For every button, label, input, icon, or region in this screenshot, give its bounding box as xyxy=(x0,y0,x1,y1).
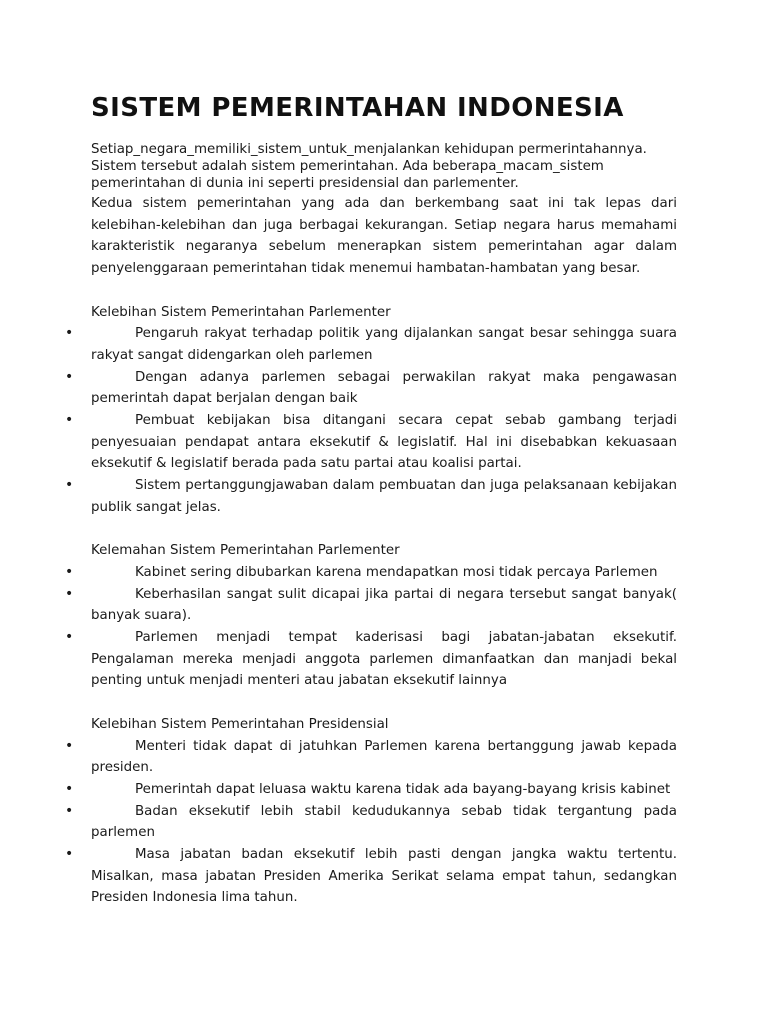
body-paragraph: Kedua sistem pemerintahan yang ada dan berkembang saat ini tak lepas dari kelebihan-kelebihan dan juga berbagai kekurangan. Setiap negara harus memahami karakteristik negaranya sebelum menerapkan sistem pemerintahan agar dalam penyelenggaraan pemerintahan tidak menemui hambatan-hambatan yang besar. xyxy=(91,196,677,277)
list-item xyxy=(65,562,677,584)
list-item xyxy=(65,844,677,909)
list-item xyxy=(65,627,677,692)
list-item xyxy=(65,475,677,518)
intro-line: pemerintahan di dunia ini seperti presidensial dan parlementer. xyxy=(91,176,519,191)
bullet-icon: • xyxy=(65,325,74,342)
bullet-icon: • xyxy=(65,629,74,646)
bullet-list-kelebihan-parlementer xyxy=(65,323,677,518)
list-item xyxy=(65,367,677,410)
list-item xyxy=(65,323,677,366)
list-item-text: Parlemen menjadi tempat kaderisasi bagi jabatan-jabatan eksekutif. Pengalaman mereka menjadi anggota parlemen dimanfaatkan dan manjadi bekal penting untuk menjadi menteri atau jabatan eksekutif lainnya xyxy=(91,630,677,689)
bullet-icon: • xyxy=(65,412,74,429)
spacer xyxy=(91,280,677,302)
bullet-list-kelebihan-presidensial xyxy=(65,736,677,910)
list-item-text: Pembuat kebijakan bisa ditangani secara cepat sebab gambang terjadi penyesuaian pendapat antara eksekutif & legislatif. Hal ini disebabkan kekuasaan eksekutif & legislatif berada pada satu partai atau koalisi partai. xyxy=(91,413,677,472)
list-item-text: Keberhasilan sangat sulit dicapai jika partai di negara tersebut sangat banyak( banyak suara). xyxy=(91,586,677,624)
document-body xyxy=(65,193,677,909)
bullet-icon: • xyxy=(65,477,74,494)
intro-paragraph xyxy=(91,141,681,192)
section-heading-kelebihan-presidensial: Kelebihan Sistem Pemerintahan Presidensial xyxy=(91,716,389,732)
bullet-icon: • xyxy=(65,780,74,797)
bullet-icon: • xyxy=(65,802,74,819)
list-item xyxy=(65,779,677,801)
list-item xyxy=(65,584,677,627)
bullet-icon: • xyxy=(65,585,74,602)
list-item-text: Pemerintah dapat leluasa waktu karena tidak ada bayang-bayang krisis kabinet xyxy=(135,781,671,797)
intro-line: Setiap_negara_memiliki_sistem_untuk_menjalankan kehidupan permerintahannya. xyxy=(91,142,647,157)
bullet-list-kelemahan-parlementer xyxy=(65,562,677,692)
section-heading-kelebihan-parlementer: Kelebihan Sistem Pemerintahan Parlementer xyxy=(91,304,391,320)
list-item-text: Pengaruh rakyat terhadap politik yang dijalankan sangat besar sehingga suara rakyat sangat didengarkan oleh parlemen xyxy=(91,326,677,363)
document-title: SISTEM PEMERINTAHAN INDONESIA xyxy=(91,93,624,123)
spacer xyxy=(91,519,677,541)
intro-line: Sistem tersebut adalah sistem pemerintahan. Ada beberapa_macam_sistem xyxy=(91,159,604,174)
bullet-icon: • xyxy=(65,846,74,863)
list-item xyxy=(65,736,677,779)
section-heading-kelemahan-parlementer: Kelemahan Sistem Pemerintahan Parlementer xyxy=(91,543,400,559)
list-item-text: Kabinet sering dibubarkan karena mendapatkan mosi tidak percaya Parlemen xyxy=(135,564,658,580)
bullet-icon: • xyxy=(65,368,74,385)
bullet-icon: • xyxy=(65,737,74,754)
list-item-text: Menteri tidak dapat di jatuhkan Parlemen karena bertanggung jawab kepada presiden. xyxy=(91,738,677,776)
bullet-icon: • xyxy=(65,563,74,580)
list-item-text: Dengan adanya parlemen sebagai perwakilan rakyat maka pengawasan pemerintah dapat berjalan dengan baik xyxy=(91,369,677,407)
list-item xyxy=(65,801,677,844)
list-item-text: Badan eksekutif lebih stabil kedudukannya sebab tidak tergantung pada parlemen xyxy=(91,803,677,841)
spacer xyxy=(91,692,677,714)
list-item-text: Sistem pertanggungjawaban dalam pembuatan dan juga pelaksanaan kebijakan publik sangat jelas. xyxy=(91,478,677,515)
list-item-text: Masa jabatan badan eksekutif lebih pasti dengan jangka waktu tertentu. Misalkan, masa jabatan Presiden Amerika Serikat selama empat tahun, sedangkan Presiden Indonesia lima tahun. xyxy=(91,847,677,906)
list-item xyxy=(65,410,677,475)
